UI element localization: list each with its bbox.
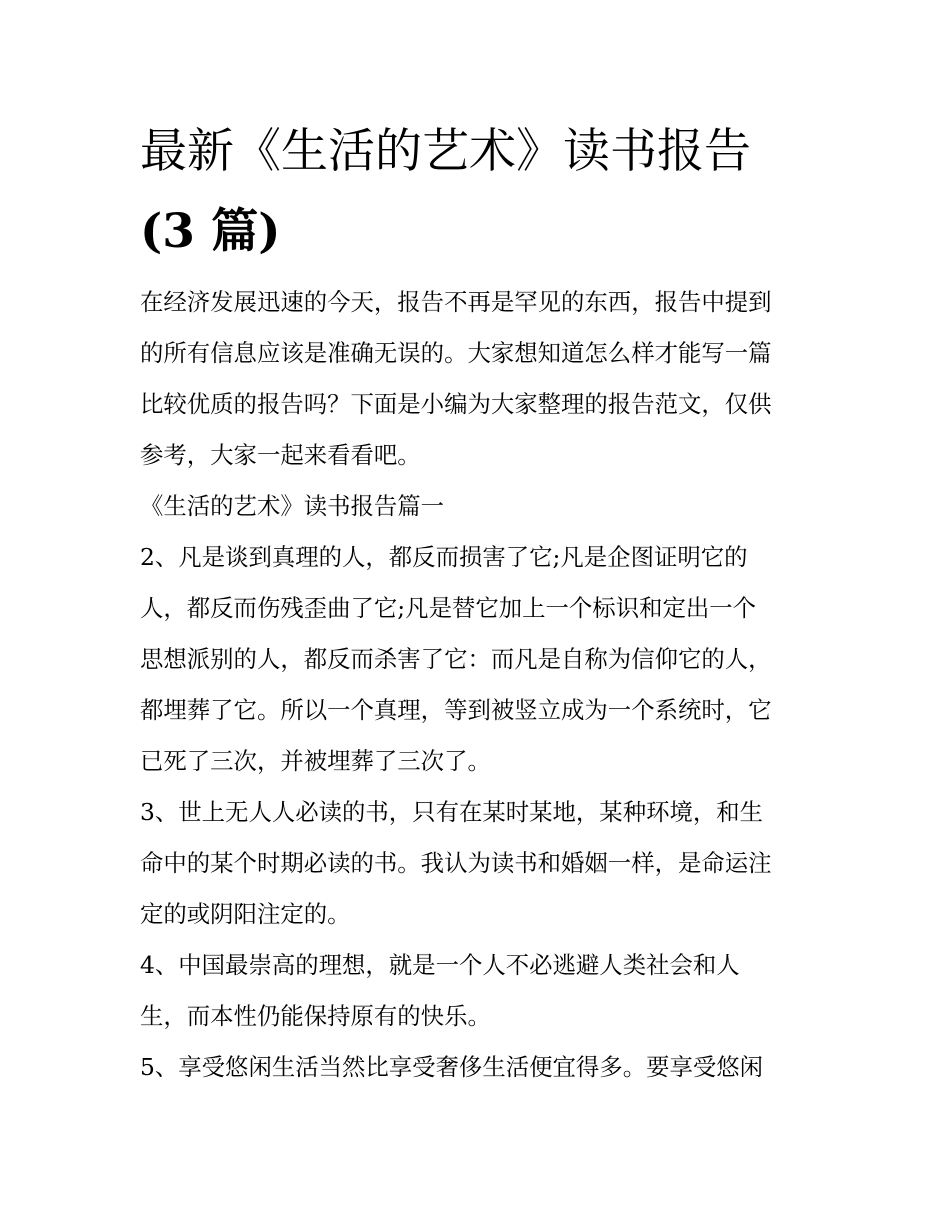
text-line: 2、凡是谈到真理的人，都反而损害了它;凡是企图证明它的 [140, 543, 748, 571]
text-line: 4、中国最崇高的理想，就是一个人不必逃避人类社会和人 [140, 951, 740, 979]
text-line: 人，都反而伤残歪曲了它;凡是替它加上一个标识和定出一个 [140, 594, 757, 622]
text-line: 《生活的艺术》读书报告篇一 [140, 492, 445, 520]
quote-paragraph-2 [140, 532, 820, 787]
title-line-1: 最新《生活的艺术》读书报告 [140, 124, 751, 179]
text-line: 比较优质的报告吗？下面是小编为大家整理的报告范文，仅供 [140, 390, 772, 418]
quote-paragraph-3 [140, 787, 820, 940]
text-line: 5、享受悠闲生活当然比享受奢侈生活便宜得多。要享受悠闲 [140, 1053, 764, 1081]
document-body [140, 277, 820, 1093]
text-line: 在经济发展迅速的今天，报告不再是罕见的东西，报告中提到 [140, 288, 772, 316]
quote-paragraph-4 [140, 940, 820, 1042]
text-line: 3、世上无人人必读的书，只有在某时某地，某种环境，和生 [140, 798, 764, 826]
text-line: 定的或阴阳注定的。 [140, 900, 351, 928]
text-line: 参考，大家一起来看看吧。 [140, 441, 421, 469]
text-line: 命中的某个时期必读的书。我认为读书和婚姻一样，是命运注 [140, 849, 772, 877]
text-line: 生，而本性仍能保持原有的快乐。 [140, 1002, 491, 1030]
title-line-2: (3 篇) [140, 204, 281, 259]
intro-paragraph [140, 277, 820, 481]
text-line: 都埋葬了它。所以一个真理，等到被竖立成为一个系统时，它 [140, 696, 772, 724]
text-line: 已死了三次，并被埋葬了三次了。 [140, 747, 491, 775]
quote-paragraph-5 [140, 1042, 820, 1093]
section-heading [140, 481, 820, 532]
text-line: 的所有信息应该是准确无误的。大家想知道怎么样才能写一篇 [140, 339, 772, 367]
document-title [140, 112, 820, 272]
text-line: 思想派别的人，都反而杀害了它：而凡是自称为信仰它的人， [140, 645, 772, 673]
